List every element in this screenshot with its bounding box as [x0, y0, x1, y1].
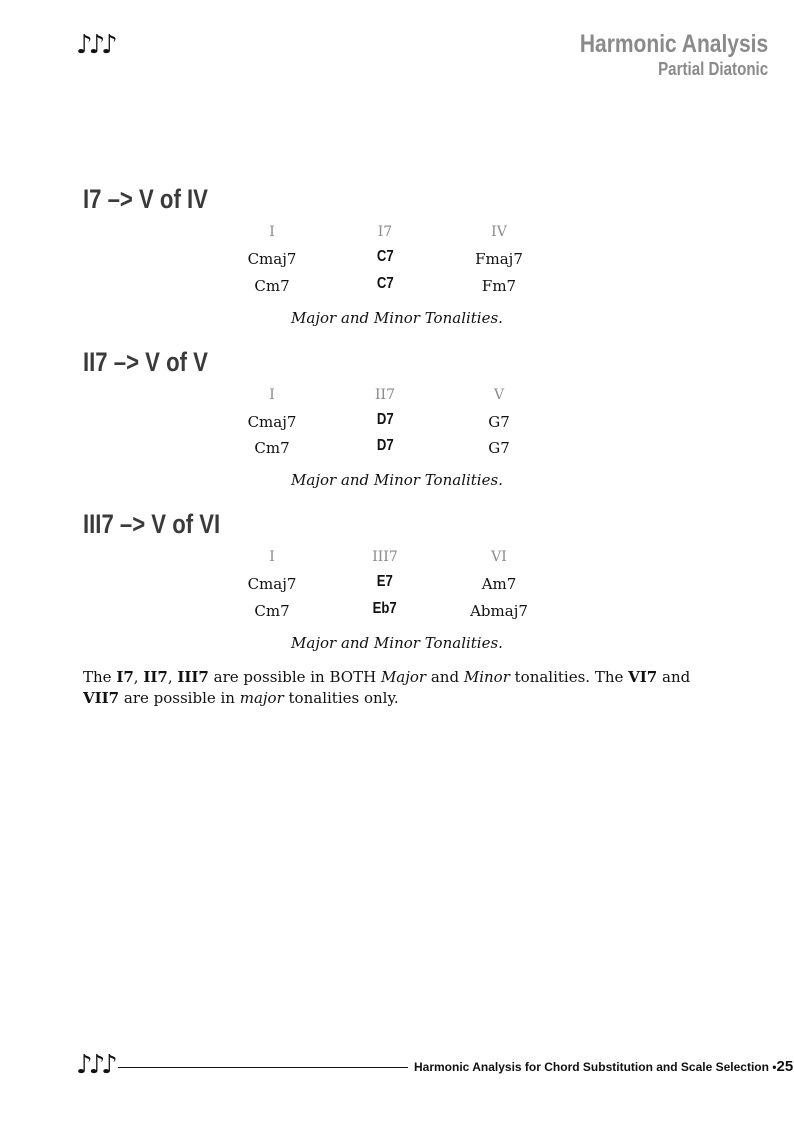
page-number: 25 — [776, 1058, 794, 1075]
chord-cell-highlight: C7 — [376, 248, 394, 265]
music-notes-footer-icon: ♪♪♪ — [76, 1050, 114, 1080]
chord-cell: Cm7 — [254, 439, 290, 457]
section-caption: Major and Minor Tonalities. — [291, 309, 503, 327]
chord-cell: Cm7 — [254, 602, 290, 620]
column-header: I — [269, 387, 275, 403]
column-header: VI — [491, 549, 507, 565]
column-header: III7 — [372, 549, 398, 565]
music-notes-logo-icon: ♪♪♪ — [76, 30, 114, 60]
column-header: II7 — [375, 387, 395, 403]
chord-cell-highlight: C7 — [376, 275, 394, 292]
section-title: II7 –> V of V — [83, 347, 208, 377]
footer-title: Harmonic Analysis for Chord Substitution and Scale Selection • — [414, 1060, 777, 1074]
chord-cell: Abmaj7 — [470, 602, 528, 620]
chord-cell: Cm7 — [254, 277, 290, 295]
chord-cell: Am7 — [481, 575, 517, 593]
page-footer — [414, 1058, 793, 1075]
column-header: IV — [491, 224, 507, 240]
section-caption: Major and Minor Tonalities. — [291, 634, 503, 652]
column-header: I7 — [377, 224, 393, 240]
chord-cell: G7 — [488, 439, 510, 457]
column-header: I — [269, 549, 275, 565]
header-subtitle: Partial Diatonic — [657, 59, 768, 79]
chord-cell-highlight: E7 — [376, 573, 394, 590]
footer-rule — [118, 1067, 408, 1068]
chord-cell: G7 — [488, 413, 510, 431]
chord-cell: Cmaj7 — [247, 250, 297, 268]
chord-cell: Cmaj7 — [247, 413, 297, 431]
header-title: Harmonic Analysis — [579, 30, 768, 58]
page-header — [544, 30, 768, 80]
section-title: III7 –> V of VI — [83, 509, 221, 539]
column-header: V — [493, 387, 505, 403]
section-title: I7 –> V of IV — [83, 184, 208, 214]
chord-cell-highlight: D7 — [376, 437, 394, 454]
section-caption: Major and Minor Tonalities. — [291, 471, 503, 489]
chord-cell-highlight: Eb7 — [372, 600, 398, 617]
chord-cell: Fm7 — [481, 277, 517, 295]
chord-cell: Fmaj7 — [475, 250, 523, 268]
chord-cell-highlight: D7 — [376, 411, 394, 428]
summary-paragraph: The I7, II7, III7 are possible in BOTH Major and Minor tonalities. The VI7 and VII7 are possible in major tonalities only. — [83, 668, 691, 707]
column-header: I — [269, 224, 275, 240]
chord-cell: Cmaj7 — [247, 575, 297, 593]
